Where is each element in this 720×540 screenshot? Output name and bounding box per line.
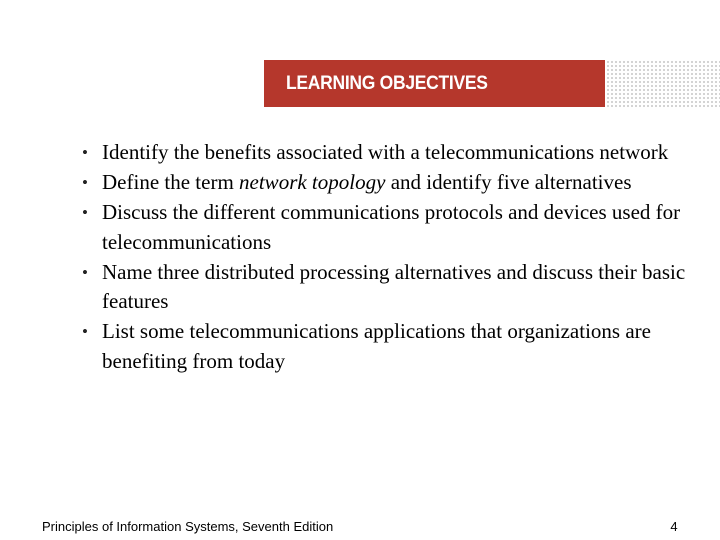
slide-title: LEARNING OBJECTIVES (286, 72, 488, 94)
objective-item (78, 258, 698, 317)
bullet-icon: • (82, 203, 88, 222)
objective-text: Define the term (102, 170, 240, 194)
objective-emphasis: network topology (239, 170, 386, 194)
objective-text: Identify the benefits associated with a telecommunications network (102, 140, 669, 164)
objective-item (78, 138, 698, 168)
dotted-pattern-decoration (606, 60, 720, 107)
bullet-icon: • (82, 143, 88, 162)
objectives-list (78, 138, 698, 377)
objective-item (78, 168, 698, 198)
objective-text: and identify five alternatives (385, 170, 632, 194)
page-number: 4 (670, 519, 678, 534)
objective-text: List some telecommunications applications that organizations are benefiting from today (102, 319, 651, 373)
objective-text: Discuss the different communications protocols and devices used for telecommunications (102, 200, 681, 254)
bullet-icon: • (82, 322, 88, 341)
bullet-icon: • (82, 173, 88, 192)
footer-book-title: Principles of Information Systems, Seventh Edition (42, 519, 334, 534)
objective-item (78, 198, 698, 257)
bullet-icon: • (82, 262, 88, 282)
objective-item (78, 317, 698, 376)
objective-text: Name three distributed processing alternatives and discuss their basic features (102, 259, 686, 313)
title-banner (264, 60, 605, 107)
